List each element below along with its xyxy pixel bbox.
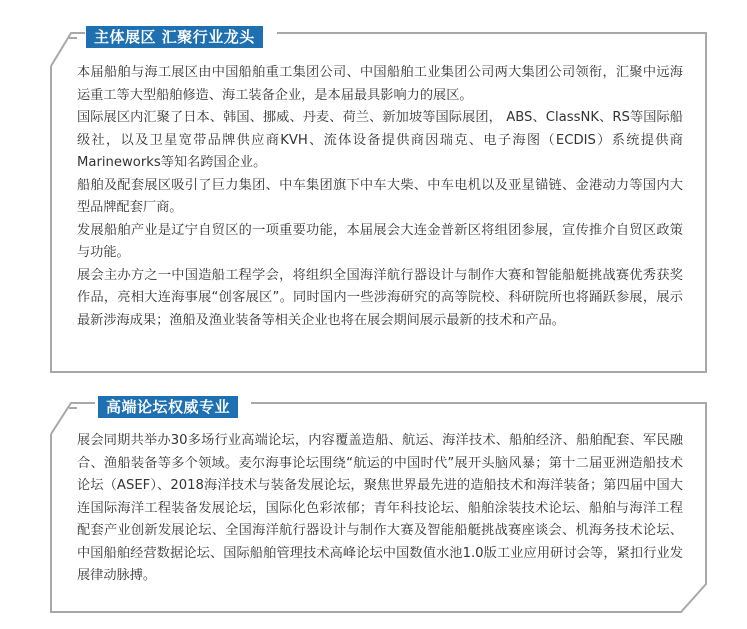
paragraph: 船舶及配套展区吸引了巨力集团、中车集团旗下中车大柴、中车电机以及亚星锚链、金港动力等国内大型品牌配套厂商。	[77, 177, 683, 215]
paragraph: 展会同期共举办30多场行业高端论坛，内容覆盖造船、航运、海洋技术、船舶经济、船舶配套、军民融合、渔船装备等多个领域。麦尔海事论坛围绕“航运的中国时代”展开头脑风暴；第十二届亚洲造船技术论坛（ASEF）、2018海洋技术与装备发展论坛，聚焦世界最先进的造船技术和海洋装备；第四届中国大连国际海洋工程装备发展论坛，国际化色彩浓郁；青年科技论坛、船舶涂装技术论坛、船舶与海洋工程配套产业创新发展论坛、全国海洋航行器设计与制作大赛及智能船艇挑战赛座谈会、机海务技术论坛、中国船舶经营数据论坛、国际船舶管理技术高峰论坛中国数值水池1.0版工业应用研讨会等，紧扣行业发展律动脉搏。	[77, 433, 683, 583]
paragraph: 国际展区内汇聚了日本、韩国、挪威、丹麦、荷兰、新加坡等国际展团， ABS、ClassNK、RS等国际船级社，以及卫星宽带品牌供应商KVH、流体设备提供商因瑞克、电子海图（ECDIS）系统提供商Marineworks等知名跨国企业。	[77, 110, 683, 170]
section-title-badge: 高端论坛权威专业	[98, 396, 238, 418]
section-body	[77, 430, 683, 588]
section-main-exhibition	[51, 26, 706, 372]
section-title-badge: 主体展区 汇聚行业龙头	[86, 26, 263, 48]
section-body	[77, 62, 683, 332]
paragraph: 展会主办方之一中国造船工程学会，将组织全国海洋航行器设计与制作大赛和智能船艇挑战赛优秀获奖作品，亮相大连海事展“创客展区”。同时国内一些涉海研究的高等院校、科研院所也将踊跃参展，展示最新涉海成果；渔船及渔业装备等相关企业也将在展会期间展示最新的技术和产品。	[77, 267, 683, 328]
section-forums	[51, 396, 706, 612]
paragraph: 本届船舶与海工展区由中国船舶重工集团公司、中国船舶工业集团公司两大集团公司领衔，汇聚中远海运重工等大型船舶修造、海工装备企业，是本届最具影响力的展区。	[77, 65, 683, 103]
paragraph: 发展船舶产业是辽宁自贸区的一项重要功能，本届展会大连金普新区将组团参展，宣传推介自贸区政策与功能。	[77, 222, 683, 260]
